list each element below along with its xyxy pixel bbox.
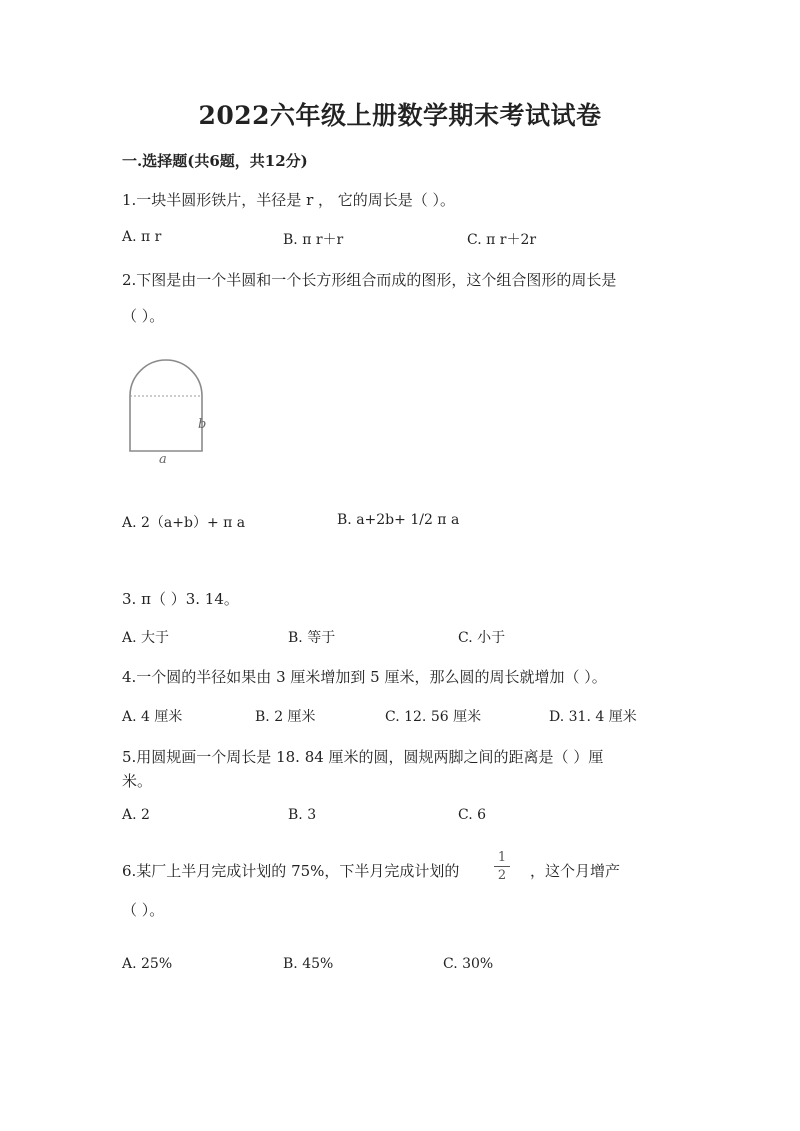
question-4-stem: 4.一个圆的半径如果由 3 厘米增加到 5 厘米，那么圆的周长就增加（ ）。	[122, 668, 607, 686]
fraction-one-half	[494, 850, 510, 883]
question-2-option-b[interactable]: B. a+2b+ 1/2 π a	[337, 512, 460, 528]
question-5-option-a[interactable]: A. 2	[122, 807, 150, 823]
question-3-option-b[interactable]: B. 等于	[288, 630, 336, 646]
question-6-option-a[interactable]: A. 25%	[122, 956, 173, 972]
page-title: 2022六年级上册数学期末考试试卷	[198, 101, 602, 130]
question-2-stem-line-2: （ ）。	[122, 307, 165, 325]
question-5-option-c[interactable]: C. 6	[458, 807, 487, 823]
question-5-stem-line-1: 5.用圆规画一个周长是 18. 84 厘米的圆，圆规两脚之间的距离是（ ）厘	[122, 748, 604, 766]
question-5-option-b[interactable]: B. 3	[288, 807, 317, 823]
question-3-option-a[interactable]: A. 大于	[122, 630, 170, 646]
fraction-bar	[494, 866, 510, 867]
question-2-option-a[interactable]: A. 2（a+b）+ π a	[122, 515, 246, 531]
question-3-stem: 3. π（ ）3. 14。	[122, 590, 239, 608]
figure-label-b: b	[198, 417, 207, 432]
question-1-option-a[interactable]: A. π r	[122, 229, 162, 245]
question-6-stem-part-1: 6.某厂上半月完成计划的 75%，下半月完成计划的	[122, 862, 460, 880]
question-1-stem: 1.一块半圆形铁片，半径是 r ， 它的周长是（ ）。	[122, 191, 456, 209]
question-6-option-b[interactable]: B. 45%	[283, 956, 334, 972]
fraction-denominator: 2	[497, 868, 507, 883]
question-1-option-b[interactable]: B. π r＋r	[283, 232, 344, 248]
figure-label-a: a	[159, 452, 167, 467]
question-6-option-c[interactable]: C. 30%	[443, 956, 494, 972]
fraction-numerator: 1	[497, 850, 507, 865]
question-3-option-c[interactable]: C. 小于	[458, 630, 506, 646]
question-4-option-b[interactable]: B. 2 厘米	[255, 709, 316, 725]
section-heading: 一.选择题(共6题，共12分)	[122, 152, 308, 170]
question-5-stem-line-2: 米。	[122, 772, 153, 790]
semicircle-rectangle-figure	[118, 355, 214, 467]
question-4-option-a[interactable]: A. 4 厘米	[122, 709, 183, 725]
question-6-stem-part-2: ，这个月增产	[530, 862, 621, 880]
question-2-stem-line-1: 2.下图是由一个半圆和一个长方形组合而成的图形，这个组合图形的周长是	[122, 271, 617, 289]
question-4-option-c[interactable]: C. 12. 56 厘米	[385, 709, 482, 725]
question-1-option-c[interactable]: C. π r＋2r	[467, 232, 537, 248]
question-4-option-d[interactable]: D. 31. 4 厘米	[549, 709, 637, 725]
question-6-stem-line-2: （ ）。	[122, 901, 165, 919]
